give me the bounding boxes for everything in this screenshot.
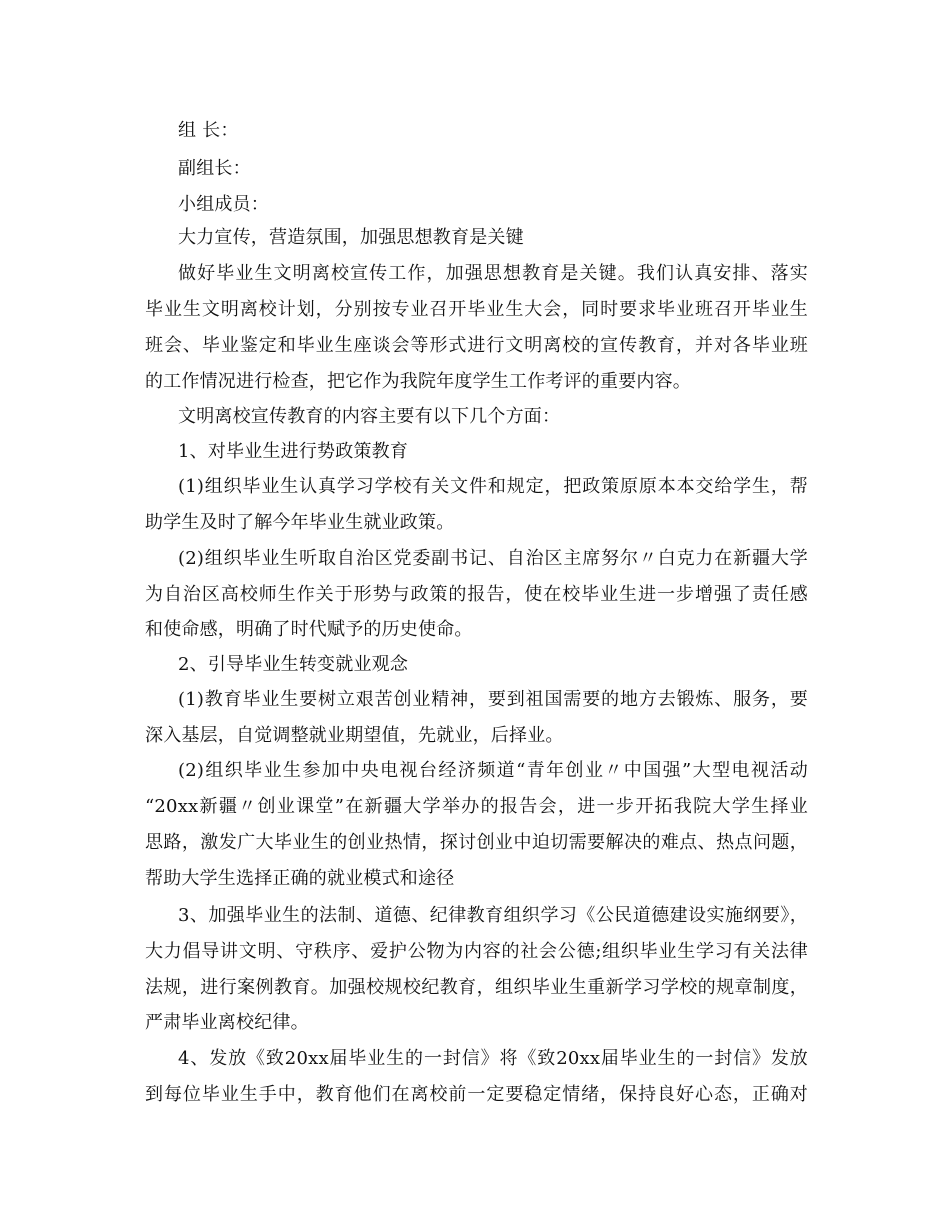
paragraph-line: (2)组织毕业生听取自治区党委副书记、自治区主席努尔〃白克力在新疆大学 [178, 548, 808, 569]
text-line-deputy-leader: 副组长： [178, 158, 251, 179]
paragraph-line: (2)组织毕业生参加中央电视台经济频道“青年创业〃中国强”大型电视活动 [178, 760, 808, 781]
paragraph-line: 为自治区高校师生作关于形势与政策的报告，使在校毕业生进一步增强了责任感 [145, 584, 808, 605]
paragraph-line: 毕业生文明离校计划，分别按专业召开毕业生大会，同时要求毕业班召开毕业生 [145, 299, 808, 320]
paragraph-line: 帮助大学生选择正确的就业模式和途径 [145, 868, 455, 889]
paragraph-line: 大力倡导讲文明、守秩序、爱护公物为内容的社会公德;组织毕业生学习有关法律 [145, 941, 808, 962]
paragraph-line: 思路，激发广大毕业生的创业热情，探讨创业中迫切需要解决的难点、热点问题， [145, 832, 808, 853]
paragraph-line: 法规，进行案例教育。加强校规校纪教育，组织毕业生重新学习学校的规章制度， [145, 977, 808, 998]
paragraph-line: 助学生及时了解今年毕业生就业政策。 [145, 512, 455, 533]
section-heading: 大力宣传，营造氛围，加强思想教育是关键 [178, 227, 524, 248]
paragraph-line: 3、加强毕业生的法制、道德、纪律教育组织学习《公民道德建设实施纲要》， [178, 905, 808, 926]
list-heading: 1、对毕业生进行势政策教育 [178, 441, 409, 462]
paragraph-line: 严肃毕业离校纪律。 [145, 1012, 309, 1033]
paragraph-line: 和使命感，明确了时代赋予的历史使命。 [145, 619, 473, 640]
paragraph-line: 4、发放《致20xx届毕业生的一封信》将《致20xx届毕业生的一封信》发放 [178, 1048, 808, 1069]
list-heading: 2、引导毕业生转变就业观念 [178, 654, 409, 675]
paragraph-line: 做好毕业生文明离校宣传工作，加强思想教育是关键。我们认真安排、落实 [178, 263, 808, 284]
paragraph-line: (1)教育毕业生要树立艰苦创业精神，要到祖国需要的地方去锻炼、服务，要 [178, 689, 808, 710]
paragraph-line: 的工作情况进行检查，把它作为我院年度学生工作考评的重要内容。 [145, 371, 691, 392]
paragraph-line: 到每位毕业生手中，教育他们在离校前一定要稳定情绪，保持良好心态，正确对 [145, 1084, 808, 1105]
paragraph-line: “20xx新疆〃创业课堂”在新疆大学举办的报告会，进一步开拓我院大学生择业 [145, 796, 808, 817]
paragraph-line: 文明离校宣传教育的内容主要有以下几个方面： [178, 406, 561, 427]
text-line-members: 小组成员： [178, 194, 269, 215]
paragraph-line: 班会、毕业鉴定和毕业生座谈会等形式进行文明离校的宣传教育，并对各毕业班 [145, 335, 808, 356]
paragraph-line: (1)组织毕业生认真学习学校有关文件和规定，把政策原原本本交给学生，帮 [178, 476, 808, 497]
paragraph-line: 深入基层，自觉调整就业期望值，先就业，后择业。 [145, 725, 564, 746]
text-line-group-leader: 组 长： [178, 120, 239, 141]
